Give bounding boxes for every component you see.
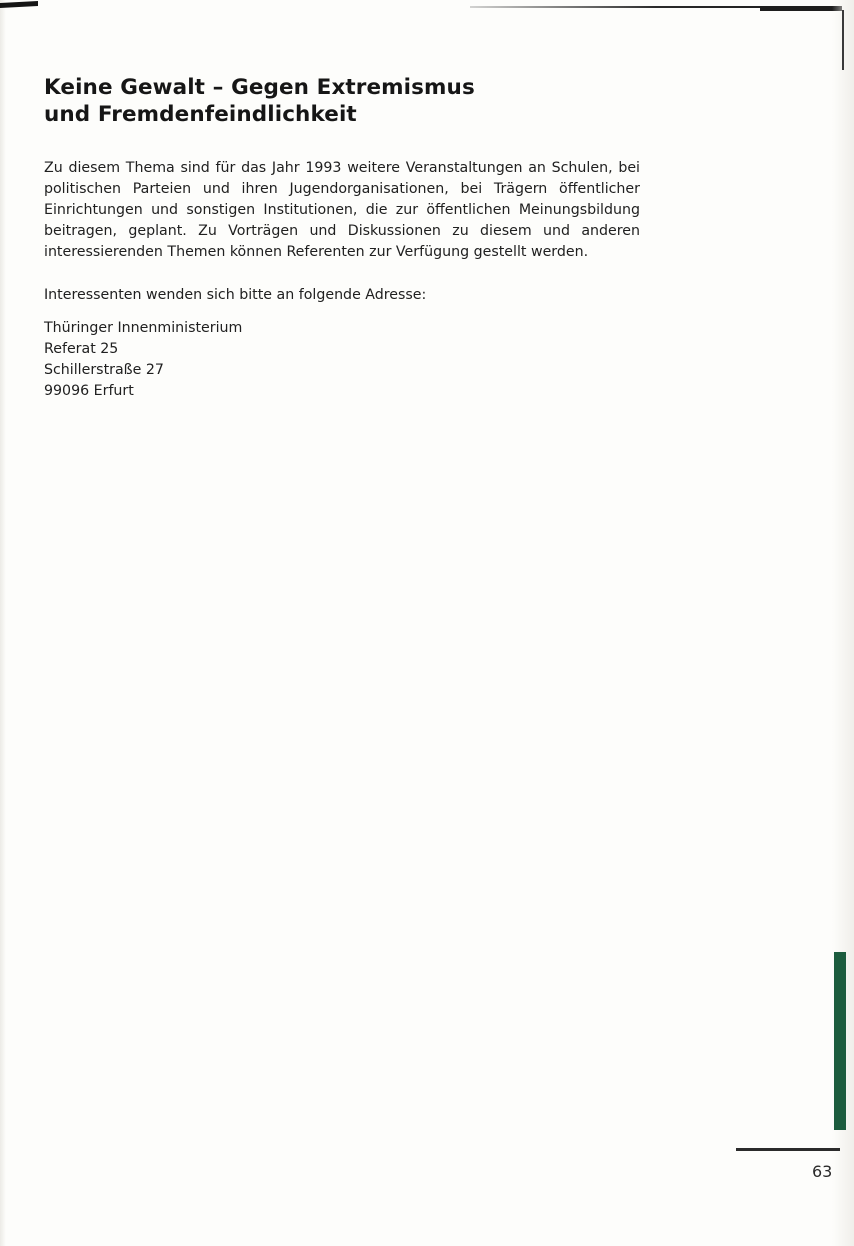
page-content (44, 74, 644, 402)
chapter-side-tab (834, 952, 846, 1130)
title-line-2: und Fremdenfeindlichkeit (44, 102, 357, 127)
footer-rule (736, 1148, 840, 1151)
address-line-department: Referat 25 (44, 341, 119, 357)
corner-crop-mark (0, 1, 38, 8)
address-line-city: 99096 Erfurt (44, 383, 134, 399)
page-title (44, 74, 644, 128)
title-line-1: Keine Gewalt – Gegen Extremismus (44, 75, 475, 100)
address-line-ministry: Thüringer Innenministerium (44, 320, 243, 336)
address-line-street: Schillerstraße 27 (44, 362, 164, 378)
right-edge-mark (842, 10, 844, 70)
body-paragraph: Zu diesem Thema sind für das Jahr 1993 weitere Veranstaltungen an Schulen, bei politischen Parteien und ihren Jugendorganisationen, bei Trägern öffentlicher Einrichtungen und sonstigen Institutionen, die zur öffentlichen Meinungsbildung beitragen, geplant. Zu Vorträgen und Diskussionen zu diesem und anderen interessierenden Themen können Referenten zur Verfügung gestellt werden. (44, 160, 640, 260)
scan-edge-left (0, 0, 6, 1246)
contact-intro: Interessenten wenden sich bitte an folgende Adresse: (44, 287, 427, 303)
address-block (44, 318, 644, 402)
top-rule-accent (760, 6, 842, 11)
page-number: 63 (812, 1162, 833, 1181)
